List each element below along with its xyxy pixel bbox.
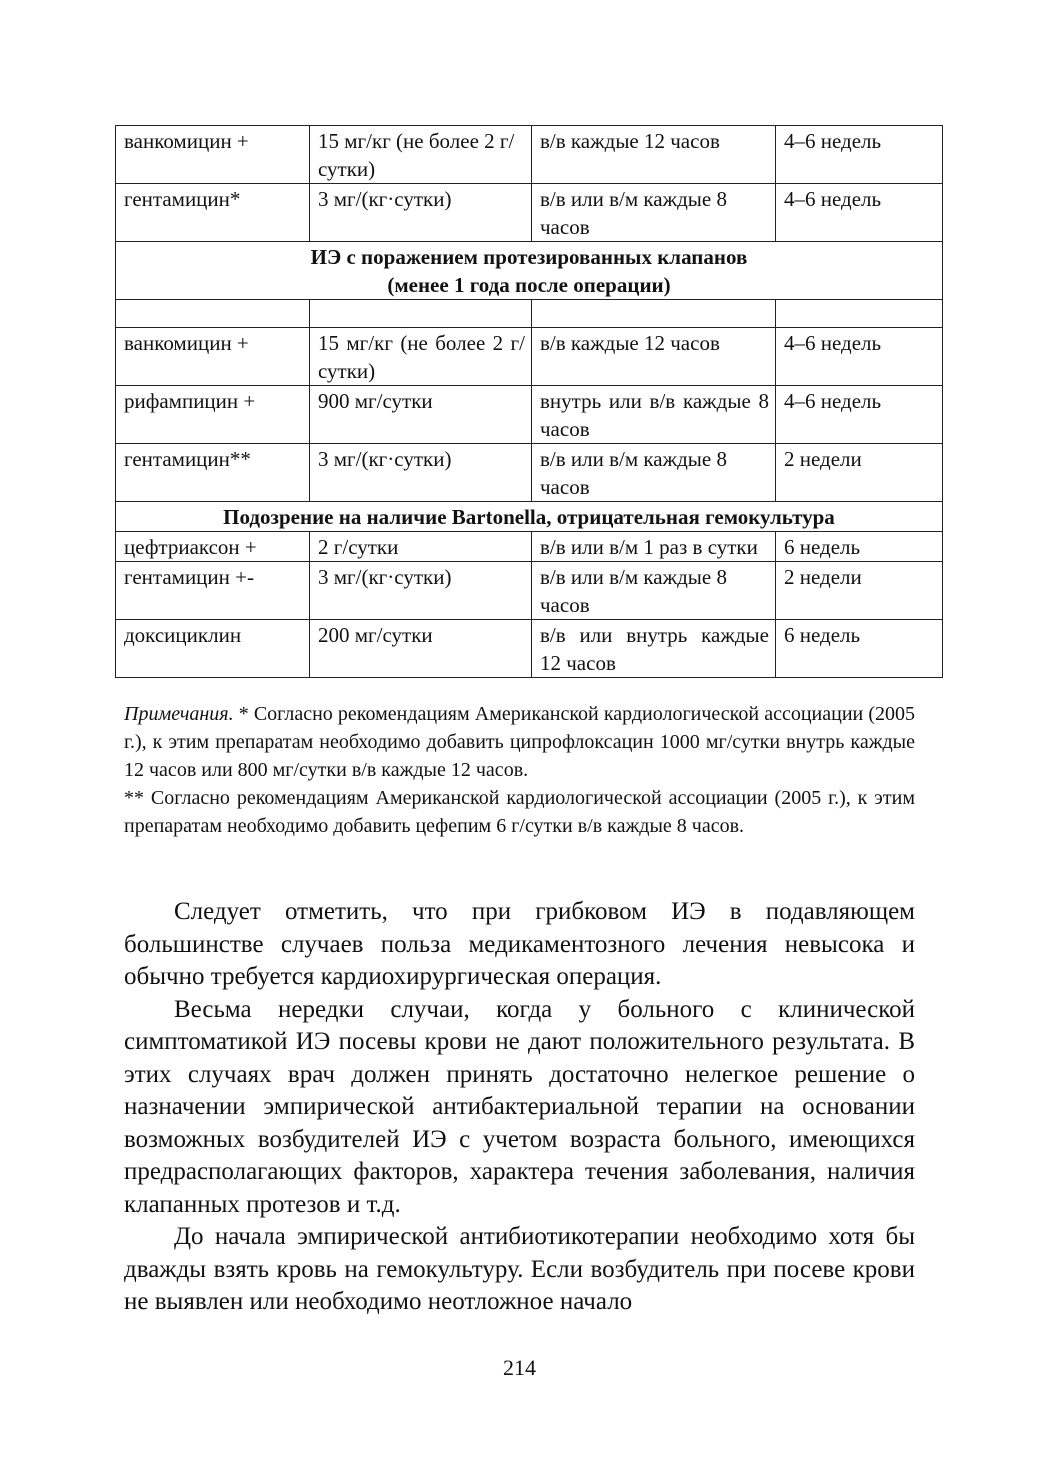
body-text: [124, 896, 915, 1319]
duration-cell: 4–6 недель: [776, 184, 943, 242]
drug-cell: ванкомицин +: [116, 126, 310, 184]
dose-cell: 3 мг/(кг·сутки): [310, 444, 532, 502]
note-1: [124, 700, 915, 784]
dose-cell: 15 мг/кг (не более 2 г/сутки): [310, 126, 532, 184]
note-1-text: * Согласно рекомендациям Американской кардиологической ассоциации (2005 г.), к этим препаратам необходимо добавить ципрофлоксацин 1000 мг/сутки внутрь каждые 12 часов или 800 мг/сутки в/в каждые 12 часов.: [124, 703, 915, 781]
route-cell: в/в или в/м каждые 8 часов: [532, 562, 776, 620]
drug-cell: рифампицин +: [116, 386, 310, 444]
page-number: 214: [503, 1355, 536, 1380]
route-cell: внутрь или в/в каждые 8 часов: [532, 386, 776, 444]
drug-cell: гентамицин*: [116, 184, 310, 242]
route-cell: в/в или в/м каждые 8 часов: [532, 444, 776, 502]
drug-cell: цефтриаксон +: [116, 532, 310, 562]
dose-cell: 900 мг/сутки: [310, 386, 532, 444]
paragraph: Следует отметить, что при грибковом ИЭ в подавляющем большинстве случаев польза медикаментозного лечения невысока и обычно требуется кардиохирургическая операция.: [124, 898, 915, 990]
route-cell: в/в или внутрь каждые 12 часов: [532, 620, 776, 678]
drug-cell: ванкомицин +: [116, 328, 310, 386]
dose-cell: 2 г/сутки: [310, 532, 532, 562]
route-cell: в/в или в/м каждые 8 часов: [532, 184, 776, 242]
duration-cell: 2 недели: [776, 444, 943, 502]
section-heading: Подозрение на наличие Bartonella, отрицательная гемокультура: [116, 502, 943, 532]
drug-cell: гентамицин**: [116, 444, 310, 502]
drug-cell: гентамицин +-: [116, 562, 310, 620]
duration-cell: 6 недель: [776, 620, 943, 678]
section-heading: [116, 242, 943, 300]
duration-cell: 4–6 недель: [776, 328, 943, 386]
dose-cell: 3 мг/(кг·сутки): [310, 184, 532, 242]
table-row: [116, 444, 943, 502]
dose-cell: 15 мг/кг (не более 2 г/сутки): [310, 328, 532, 386]
duration-cell: 2 недели: [776, 562, 943, 620]
table-row: [116, 126, 943, 184]
paragraph: До начала эмпирической антибиотикотерапии необходимо хотя бы дважды взять кровь на гемокультуру. Если возбудитель при посеве крови не выявлен или необходимо неотложное начало: [124, 1223, 915, 1315]
notes-label: Примечания.: [124, 703, 234, 725]
section-heading-line: ИЭ с поражением протезированных клапанов: [310, 245, 748, 269]
paragraph: Весьма нередки случаи, когда у больного с клинической симптоматикой ИЭ посевы крови не дают положительного результата. В этих случаях врач должен принять достаточно нелегкое решение о назначении эмпирической антибактериальной терапии на основании возможных возбудителей ИЭ с учетом возраста больного, имеющихся предрасполагающих факторов, характера течения заболевания, наличия клапанных протезов и т.д.: [124, 995, 915, 1218]
duration-cell: 4–6 недель: [776, 386, 943, 444]
route-cell: в/в или в/м 1 раз в сутки: [532, 532, 776, 562]
table-row: [116, 532, 943, 562]
duration-cell: 4–6 недель: [776, 126, 943, 184]
section-row: [116, 502, 943, 532]
dose-cell: 200 мг/сутки: [310, 620, 532, 678]
note-2: ** Согласно рекомендациям Американской кардиологической ассоциации (2005 г.), к этим препаратам необходимо добавить цефепим 6 г/сутки в/в каждые 8 часов.: [124, 787, 915, 837]
duration-cell: 6 недель: [776, 532, 943, 562]
table-row: [116, 328, 943, 386]
section-row: [116, 242, 943, 300]
antibiotic-regimen-table: [115, 125, 943, 678]
table-row: [116, 620, 943, 678]
route-cell: в/в каждые 12 часов: [532, 328, 776, 386]
section-heading-line: (менее 1 года после операции): [387, 273, 671, 297]
table-notes: [124, 700, 915, 840]
empty-row: [116, 300, 943, 328]
table-row: [116, 386, 943, 444]
table-row: [116, 184, 943, 242]
dose-cell: 3 мг/(кг·сутки): [310, 562, 532, 620]
drug-cell: доксициклин: [116, 620, 310, 678]
route-cell: в/в каждые 12 часов: [532, 126, 776, 184]
table-row: [116, 562, 943, 620]
